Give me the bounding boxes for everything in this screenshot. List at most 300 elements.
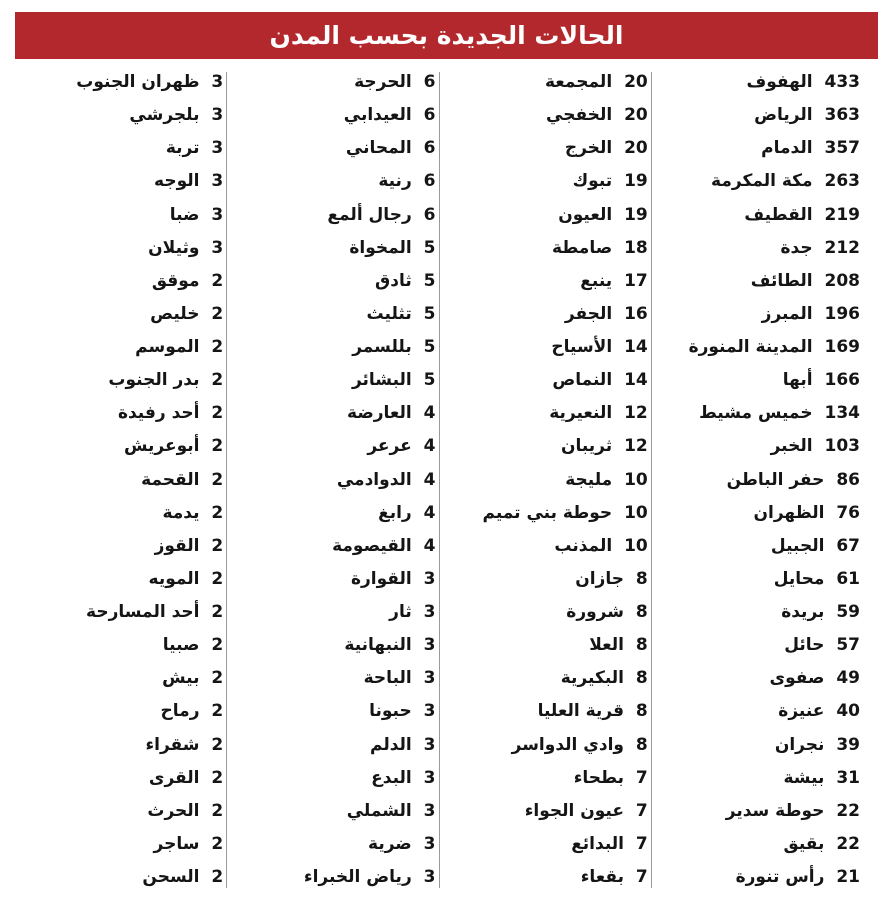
- cities-column-list: [440, 72, 651, 888]
- city-entry: [440, 74, 651, 91]
- case-count: 2: [211, 800, 224, 821]
- case-count: 2: [211, 270, 224, 291]
- city-name: ساجر: [153, 833, 200, 854]
- city-name: الهفوف: [746, 72, 813, 92]
- case-count: 4: [423, 502, 436, 523]
- case-count: 2: [211, 370, 224, 391]
- city-entry: [652, 833, 863, 854]
- city-entry: [227, 237, 438, 258]
- city-entry: [227, 703, 438, 720]
- city-entry: [652, 535, 863, 556]
- cities-column-2: [440, 72, 652, 888]
- city-name: الدمام: [761, 138, 813, 159]
- city-entry: [440, 303, 651, 324]
- city-name: بقيق: [783, 833, 825, 854]
- case-count: 208: [824, 270, 860, 291]
- city-entry: [440, 869, 651, 886]
- city-name: تثليث: [366, 303, 412, 324]
- city-name: عنيزة: [778, 701, 825, 722]
- case-count: 263: [824, 171, 860, 192]
- city-name: البكيرية: [560, 668, 624, 689]
- city-name: بللسمر: [352, 337, 412, 357]
- city-name: أبوعريش: [124, 436, 200, 457]
- case-count: 6: [423, 171, 436, 192]
- city-entry: [652, 438, 863, 455]
- case-count: 59: [836, 602, 860, 622]
- city-entry: [227, 107, 438, 124]
- city-entry: [227, 438, 438, 455]
- city-name: تربة: [165, 138, 200, 159]
- city-entry: [652, 734, 863, 755]
- case-count: 7: [635, 800, 648, 821]
- case-count: 4: [423, 436, 436, 457]
- city-name: المذنب: [554, 535, 613, 556]
- city-name: الموسم: [135, 337, 200, 357]
- city-name: المدينة المنورة: [688, 337, 813, 357]
- city-name: القوز: [154, 535, 200, 556]
- city-entry: [15, 604, 226, 621]
- city-name: أبها: [782, 370, 813, 391]
- case-count: 3: [423, 734, 436, 755]
- city-entry: [15, 438, 226, 455]
- city-name: ضبا: [169, 204, 200, 225]
- city-entry: [652, 405, 863, 422]
- city-name: مليجة: [565, 469, 613, 490]
- city-entry: [227, 204, 438, 225]
- city-name: قرية العليا: [537, 701, 624, 722]
- city-entry: [15, 703, 226, 720]
- city-entry: [227, 372, 438, 389]
- city-name: بقعاء: [580, 867, 624, 887]
- city-name: خليص: [150, 303, 200, 324]
- city-name: النعيرية: [549, 403, 613, 424]
- case-count: 196: [824, 303, 860, 324]
- city-entry: [440, 502, 651, 523]
- city-entry: [652, 767, 863, 788]
- city-name: رجال ألمع: [327, 204, 412, 225]
- city-entry: [227, 734, 438, 755]
- case-count: 363: [824, 105, 860, 126]
- city-entry: [440, 833, 651, 854]
- city-name: بطحاء: [573, 767, 624, 788]
- city-entry: [652, 303, 863, 324]
- city-name: النماص: [552, 370, 613, 391]
- case-count: 5: [423, 337, 436, 357]
- case-count: 2: [211, 469, 224, 490]
- city-name: البدع: [371, 767, 412, 788]
- city-name: ثريبان: [560, 436, 613, 457]
- case-count: 22: [836, 833, 860, 854]
- city-entry: [15, 670, 226, 687]
- case-count: 3: [423, 701, 436, 722]
- case-count: 12: [624, 403, 648, 424]
- case-count: 4: [423, 469, 436, 490]
- city-name: عيون الجواء: [524, 800, 624, 821]
- city-name: رماح: [160, 701, 200, 722]
- city-name: حوطة بني تميم: [482, 502, 613, 523]
- case-count: 12: [624, 436, 648, 457]
- case-count: 219: [824, 204, 860, 225]
- city-name: الحرجة: [354, 72, 412, 92]
- case-count: 18: [624, 237, 648, 258]
- city-entry: [227, 502, 438, 523]
- city-name: الشملي: [346, 800, 412, 821]
- case-count: 2: [211, 535, 224, 556]
- city-name: بيش: [162, 668, 200, 689]
- case-count: 2: [211, 403, 224, 424]
- city-entry: [652, 800, 863, 821]
- city-name: الدوادمي: [336, 469, 412, 490]
- city-name: القيصومة: [332, 535, 412, 556]
- cities-column-list: [652, 72, 863, 888]
- city-name: حبونا: [369, 701, 412, 722]
- city-entry: [652, 237, 863, 258]
- city-entry: [440, 568, 651, 589]
- case-count: 2: [211, 602, 224, 622]
- city-name: جدة: [780, 237, 813, 258]
- case-count: 19: [624, 171, 648, 192]
- city-name: أحد المسارحة: [86, 602, 200, 622]
- case-count: 2: [211, 568, 224, 589]
- case-count: 212: [824, 237, 860, 258]
- case-count: 8: [635, 568, 648, 589]
- city-entry: [652, 204, 863, 225]
- case-count: 3: [423, 800, 436, 821]
- city-entry: [15, 303, 226, 324]
- case-count: 5: [423, 370, 436, 391]
- case-count: 22: [836, 800, 860, 821]
- city-name: النبهانية: [344, 635, 412, 656]
- city-name: شرورة: [566, 602, 624, 622]
- case-count: 2: [211, 701, 224, 722]
- city-entry: [15, 869, 226, 886]
- case-count: 86: [836, 469, 860, 490]
- city-entry: [227, 303, 438, 324]
- case-count: 5: [423, 303, 436, 324]
- city-name: الرياض: [754, 105, 813, 126]
- city-name: الحرث: [147, 800, 200, 821]
- case-count: 3: [423, 767, 436, 788]
- case-count: 67: [836, 535, 860, 556]
- city-entry: [440, 535, 651, 556]
- case-count: 20: [624, 138, 648, 159]
- city-name: القوارة: [350, 568, 412, 589]
- city-name: المبرز: [761, 303, 813, 324]
- case-count: 3: [423, 602, 436, 622]
- city-entry: [15, 767, 226, 788]
- city-name: بلجرشي: [129, 105, 200, 126]
- city-entry: [227, 800, 438, 821]
- case-count: 2: [211, 668, 224, 689]
- city-entry: [652, 107, 863, 124]
- city-name: رابغ: [378, 502, 412, 523]
- city-entry: [652, 869, 863, 886]
- case-count: 19: [624, 204, 648, 225]
- city-entry: [440, 140, 651, 157]
- city-name: الجفر: [564, 303, 613, 324]
- case-count: 7: [635, 767, 648, 788]
- city-entry: [440, 372, 651, 389]
- city-entry: [440, 107, 651, 124]
- city-name: الظهران: [753, 502, 825, 523]
- city-entry: [227, 670, 438, 687]
- city-entry: [15, 140, 226, 157]
- city-entry: [15, 339, 226, 356]
- city-name: العيون: [558, 204, 613, 225]
- city-name: العارضة: [347, 403, 412, 424]
- case-count: 2: [211, 767, 224, 788]
- city-name: جازان: [575, 568, 624, 589]
- case-count: 134: [824, 403, 860, 424]
- city-name: وادي الدواسر: [511, 734, 624, 755]
- case-count: 3: [423, 568, 436, 589]
- city-entry: [652, 568, 863, 589]
- case-count: 3: [211, 72, 224, 92]
- city-entry: [652, 74, 863, 91]
- city-entry: [227, 270, 438, 291]
- case-count: 6: [423, 105, 436, 126]
- case-count: 2: [211, 337, 224, 357]
- city-name: ثادق: [375, 270, 412, 291]
- case-count: 49: [836, 668, 860, 689]
- city-entry: [440, 339, 651, 356]
- city-name: العلا: [589, 635, 624, 656]
- city-name: بيشة: [783, 767, 825, 788]
- case-count: 4: [423, 535, 436, 556]
- case-count: 2: [211, 303, 224, 324]
- city-name: أحد رفيدة: [117, 403, 200, 424]
- city-name: المويه: [148, 568, 200, 589]
- case-count: 166: [824, 370, 860, 391]
- city-name: ثار: [389, 602, 412, 622]
- city-entry: [227, 469, 438, 490]
- case-count: 8: [635, 668, 648, 689]
- city-name: الدلم: [369, 734, 412, 755]
- city-name: حفر الباطن: [726, 469, 825, 490]
- city-entry: [15, 204, 226, 225]
- case-count: 4: [423, 403, 436, 424]
- city-name: مكة المكرمة: [711, 171, 813, 192]
- city-name: القطيف: [744, 204, 813, 225]
- city-entry: [227, 568, 438, 589]
- city-name: شقراء: [145, 734, 200, 755]
- city-entry: [652, 372, 863, 389]
- case-count: 31: [836, 767, 860, 788]
- city-entry: [227, 339, 438, 356]
- city-entry: [440, 204, 651, 225]
- case-count: 14: [624, 370, 648, 391]
- cities-column-list: [15, 72, 226, 888]
- city-entry: [227, 637, 438, 654]
- city-name: صامطة: [551, 237, 613, 258]
- city-entry: [227, 535, 438, 556]
- city-entry: [440, 703, 651, 720]
- city-entry: [227, 140, 438, 157]
- city-name: عرعر: [367, 436, 412, 457]
- city-entry: [15, 637, 226, 654]
- city-name: وثيلان: [148, 237, 200, 258]
- case-count: 357: [824, 138, 860, 159]
- city-entry: [440, 604, 651, 621]
- city-entry: [15, 173, 226, 190]
- city-cases-table: [15, 72, 863, 888]
- case-count: 14: [624, 337, 648, 357]
- city-name: بريدة: [781, 602, 825, 622]
- city-name: رنية: [378, 171, 412, 192]
- page-title: الحالات الجديدة بحسب المدن: [269, 21, 624, 50]
- case-count: 10: [624, 469, 648, 490]
- title-banner: [15, 12, 878, 59]
- city-name: الجبيل: [770, 535, 825, 556]
- city-entry: [15, 237, 226, 258]
- city-name: القرى: [148, 767, 200, 788]
- city-entry: [440, 800, 651, 821]
- case-count: 3: [211, 171, 224, 192]
- city-entry: [15, 372, 226, 389]
- city-name: صفوى: [769, 668, 825, 689]
- city-name: ظهران الجنوب: [76, 72, 200, 92]
- city-name: السحن: [142, 867, 200, 887]
- city-entry: [227, 869, 438, 886]
- city-entry: [227, 74, 438, 91]
- city-name: محايل: [773, 568, 825, 589]
- case-count: 6: [423, 72, 436, 92]
- city-name: المجمعة: [544, 72, 613, 92]
- city-name: بدر الجنوب: [108, 370, 200, 391]
- city-entry: [440, 670, 651, 687]
- case-count: 433: [824, 72, 860, 92]
- city-name: الطائف: [750, 270, 813, 291]
- city-entry: [652, 469, 863, 490]
- city-name: البشائر: [351, 370, 412, 391]
- city-entry: [652, 604, 863, 621]
- city-entry: [440, 405, 651, 422]
- city-entry: [15, 535, 226, 556]
- city-entry: [15, 469, 226, 490]
- case-count: 8: [635, 602, 648, 622]
- city-entry: [15, 502, 226, 523]
- city-name: حائل: [784, 635, 825, 656]
- city-name: العيدابي: [343, 105, 412, 126]
- city-name: حوطة سدير: [725, 800, 825, 821]
- case-count: 40: [836, 701, 860, 722]
- city-entry: [227, 833, 438, 854]
- city-name: موقق: [151, 270, 200, 291]
- case-count: 21: [836, 867, 860, 887]
- cities-column-list: [227, 72, 438, 888]
- city-entry: [15, 568, 226, 589]
- case-count: 8: [635, 635, 648, 656]
- city-entry: [652, 670, 863, 687]
- case-count: 169: [824, 337, 860, 357]
- city-entry: [227, 767, 438, 788]
- city-name: نجران: [774, 734, 825, 755]
- case-count: 10: [624, 502, 648, 523]
- city-entry: [652, 140, 863, 157]
- city-name: ينبع: [580, 270, 613, 291]
- city-entry: [652, 502, 863, 523]
- city-entry: [652, 270, 863, 291]
- case-count: 3: [211, 138, 224, 159]
- city-entry: [440, 469, 651, 490]
- case-count: 7: [635, 833, 648, 854]
- city-name: خميس مشيط: [699, 403, 813, 424]
- city-name: الخرج: [564, 138, 613, 159]
- city-entry: [15, 800, 226, 821]
- city-entry: [227, 173, 438, 190]
- city-name: البدائع: [571, 833, 624, 854]
- city-name: المحاني: [345, 138, 412, 159]
- city-entry: [440, 637, 651, 654]
- case-count: 6: [423, 204, 436, 225]
- case-count: 3: [211, 204, 224, 225]
- case-count: 20: [624, 72, 648, 92]
- case-count: 8: [635, 734, 648, 755]
- city-name: رأس تنورة: [735, 867, 825, 887]
- city-entry: [227, 405, 438, 422]
- city-entry: [440, 767, 651, 788]
- city-entry: [652, 339, 863, 356]
- case-count: 8: [635, 701, 648, 722]
- case-count: 7: [635, 867, 648, 887]
- city-entry: [15, 833, 226, 854]
- case-count: 3: [211, 105, 224, 126]
- city-entry: [227, 604, 438, 621]
- case-count: 57: [836, 635, 860, 656]
- case-count: 3: [423, 833, 436, 854]
- city-entry: [440, 438, 651, 455]
- city-entry: [15, 270, 226, 291]
- case-count: 2: [211, 833, 224, 854]
- city-entry: [440, 237, 651, 258]
- city-name: رياض الخبراء: [303, 867, 412, 887]
- city-entry: [15, 107, 226, 124]
- case-count: 16: [624, 303, 648, 324]
- city-entry: [15, 74, 226, 91]
- cities-column-4: [15, 72, 227, 888]
- city-entry: [440, 173, 651, 190]
- city-name: ضرية: [368, 833, 412, 854]
- case-count: 10: [624, 535, 648, 556]
- city-name: المخواة: [349, 237, 412, 258]
- case-count: 2: [211, 635, 224, 656]
- cities-column-3: [227, 72, 439, 888]
- case-count: 5: [423, 237, 436, 258]
- case-count: 5: [423, 270, 436, 291]
- city-name: يدمة: [162, 502, 200, 523]
- city-name: الخبر: [770, 436, 813, 457]
- case-count: 76: [836, 502, 860, 523]
- city-name: تبوك: [572, 171, 613, 192]
- case-count: 20: [624, 105, 648, 126]
- city-name: الخفجي: [546, 105, 613, 126]
- city-name: الأسياح: [551, 337, 613, 357]
- case-count: 2: [211, 436, 224, 457]
- city-name: الباحة: [363, 668, 412, 689]
- case-count: 3: [211, 237, 224, 258]
- case-count: 3: [423, 635, 436, 656]
- case-count: 2: [211, 867, 224, 887]
- case-count: 61: [836, 568, 860, 589]
- case-count: 6: [423, 138, 436, 159]
- case-count: 3: [423, 867, 436, 887]
- city-entry: [652, 703, 863, 720]
- city-entry: [440, 270, 651, 291]
- case-count: 2: [211, 502, 224, 523]
- city-entry: [652, 173, 863, 190]
- city-name: صبيا: [162, 635, 200, 656]
- cities-column-1: [652, 72, 863, 888]
